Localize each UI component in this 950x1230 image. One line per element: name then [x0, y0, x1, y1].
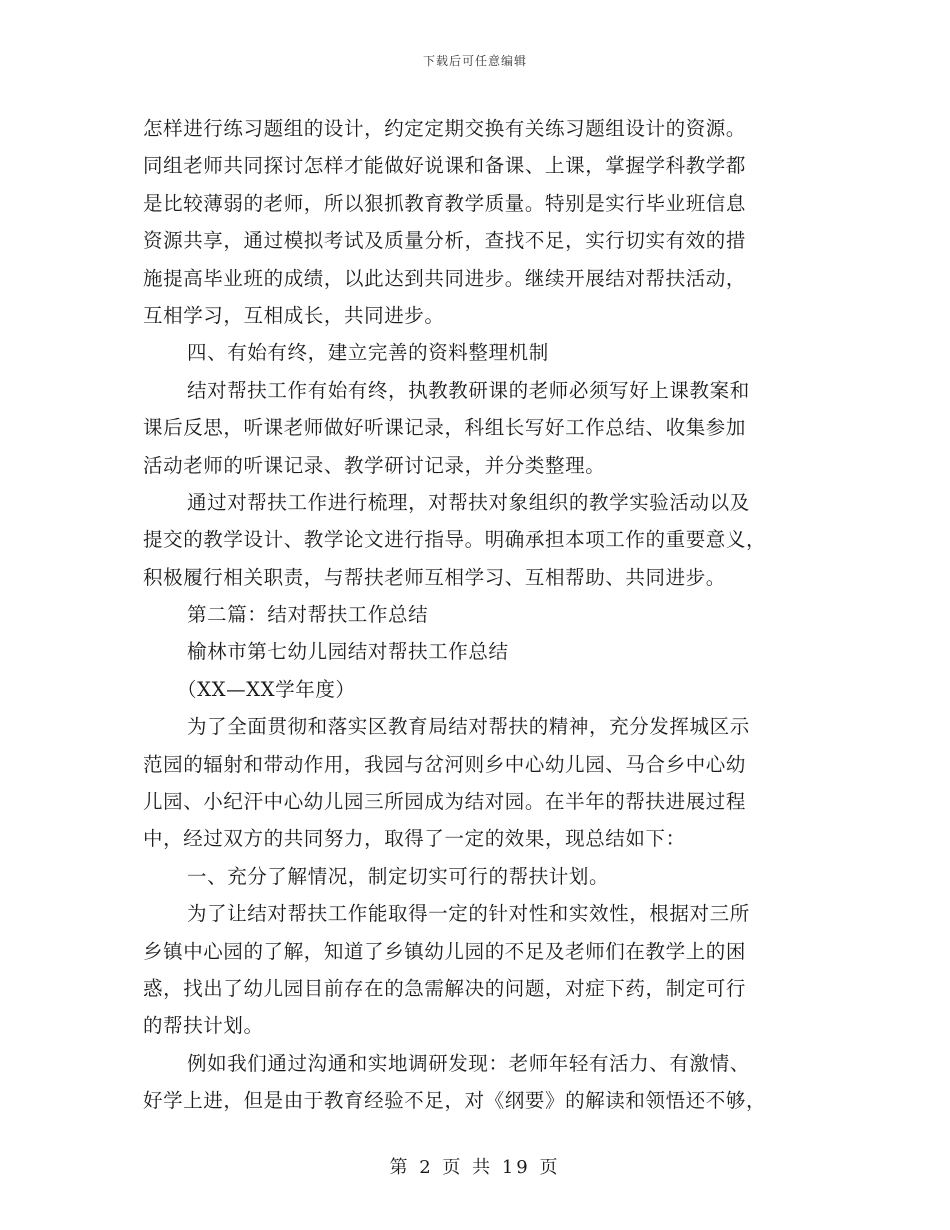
text-line: 提交的教学设计、教学论文进行指导。明确承担本项工作的重要意义，	[143, 528, 767, 552]
text-line: 施提高毕业班的成绩，以此达到共同进步。继续开展结对帮扶活动，	[143, 266, 747, 290]
text-line: （XX—XX学年度）	[177, 677, 356, 701]
text-line: 第二篇：结对帮扶工作总结	[187, 603, 429, 627]
document-body	[143, 110, 808, 1120]
text-line: 是比较薄弱的老师，所以狠抓教育教学质量。特别是实行毕业班信息	[143, 191, 747, 215]
text-line: 中，经过双方的共同努力，取得了一定的效果，现总结如下：	[143, 827, 686, 851]
text-line: 四、有始有终，建立完善的资料整理机制	[187, 341, 549, 365]
text-line: 通过对帮扶工作进行梳理，对帮扶对象组织的教学实验活动以及	[187, 490, 750, 514]
text-line: 儿园、小纪汗中心幼儿园三所园成为结对园。在半年的帮扶进展过程	[143, 790, 747, 814]
text-line: 资源共享，通过模拟考试及质量分析，查找不足，实行切实有效的措	[143, 229, 747, 253]
page-number-footer: 第 2 页 共 19 页	[389, 1157, 561, 1178]
text-line: 一、充分了解情况，制定切实可行的帮扶计划。	[187, 864, 610, 888]
text-line: 积极履行相关职责，与帮扶老师互相学习、互相帮助、共同进步。	[143, 565, 726, 589]
text-line: 惑，找出了幼儿园目前存在的急需解决的问题，对症下药，制定可行	[143, 976, 747, 1000]
text-line: 好学上进，但是由于教育经验不足，对《纲要》的解读和领悟还不够，	[143, 1089, 767, 1113]
text-line: 的帮扶计划。	[143, 1014, 264, 1038]
text-line: 榆林市第七幼儿园结对帮扶工作总结	[187, 640, 509, 664]
text-line: 互相学习，互相成长，共同进步。	[143, 303, 445, 327]
text-line: 同组老师共同探讨怎样才能做好说课和备课、上课，掌握学科教学都	[143, 154, 747, 178]
text-line: 结对帮扶工作有始有终，执教教研课的老师必须写好上课教案和	[187, 378, 750, 402]
text-line: 课后反思，听课老师做好听课记录，科组长写好工作总结、收集参加	[143, 416, 747, 440]
page-header: 下载后可任意编辑	[422, 54, 527, 68]
text-line: 怎样进行练习题组的设计，约定定期交换有关练习题组设计的资源。	[143, 117, 747, 140]
text-line: 为了让结对帮扶工作能取得一定的针对性和实效性，根据对三所	[187, 902, 750, 926]
text-line: 乡镇中心园的了解，知道了乡镇幼儿园的不足及老师们在教学上的困	[143, 939, 747, 963]
text-line: 例如我们通过沟通和实地调研发现：老师年轻有活力、有激情、	[187, 1051, 750, 1075]
text-line: 为了全面贯彻和落实区教育局结对帮扶的精神，充分发挥城区示	[187, 715, 750, 739]
text-line: 活动老师的听课记录、教学研讨记录，并分类整理。	[143, 453, 606, 477]
text-line: 范园的辐射和带动作用，我园与岔河则乡中心幼儿园、马合乡中心幼	[143, 752, 747, 776]
